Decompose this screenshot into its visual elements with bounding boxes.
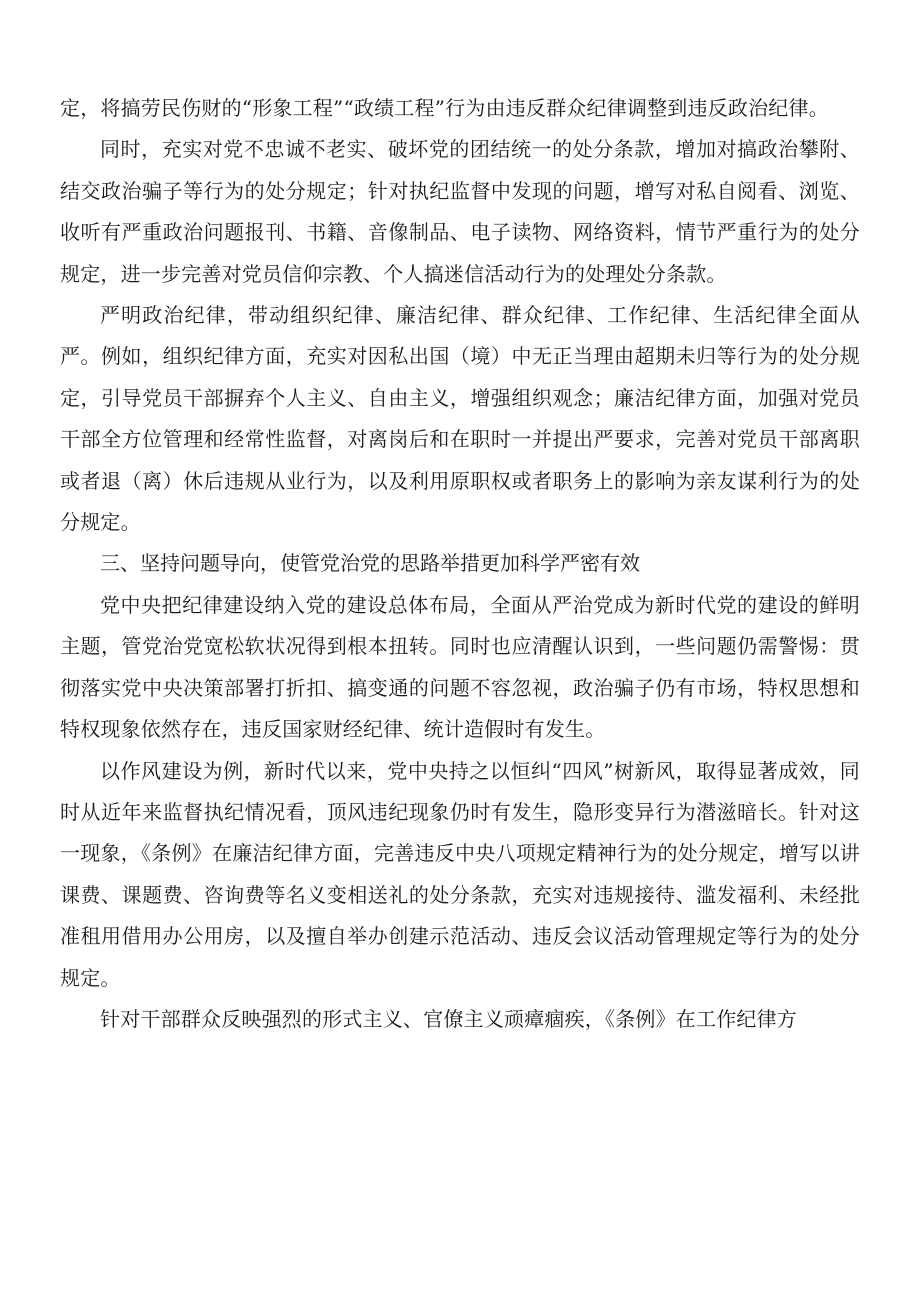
document-page: [60, 88, 860, 1040]
paragraph-2: 同时，充实对党不忠诚不老实、破坏党的团结统一的处分条款，增加对搞政治攀附、结交政治骗子等行为的处分规定；针对执纪监督中发现的问题，增写对私自阅看、浏览、收听有严重政治问题报刊、书籍、音像制品、电子读物、网络资料，情节严重行为的处分规定，进一步完善对党员信仰宗教、个人搞迷信活动行为的处理处分条款。: [60, 137, 860, 286]
paragraph-3: 严明政治纪律，带动组织纪律、廉洁纪律、群众纪律、工作纪律、生活纪律全面从严。例如，组织纪律方面，充实对因私出国（境）中无正当理由超期未归等行为的处分规定，引导党员干部摒弃个人主义、自由主义，增强组织观念；廉洁纪律方面，加强对党员干部全方位管理和经常性监督，对离岗后和在职时一并提出严要求，完善对党员干部离职或者退（离）休后违规从业行为，以及利用原职权或者职务上的影响为亲友谋利行为的处分规定。: [60, 303, 860, 535]
paragraph-1: 定，将搞劳民伤财的“形象工程”“政绩工程”行为由违反群众纪律调整到违反政治纪律。: [60, 96, 829, 120]
paragraph-6: 针对干部群众反映强烈的形式主义、官僚主义顽瘴痼疾，《条例》在工作纪律方: [100, 1006, 797, 1031]
section-heading-3: 三、坚持问题导向，使管党治党的思路举措更加科学严密有效: [100, 551, 640, 576]
paragraph-5: 以作风建设为例，新时代以来，党中央持之以恒纠“四风”树新风，取得显著成效，同时从近年来监督执纪情况看，顶风违纪现象仍时有发生，隐形变异行为潜滋暗长。针对这一现象，《条例》在廉洁纪律方面，完善违反中央八项规定精神行为的处分规定，增写以讲课费、课题费、咨询费等名义变相送礼的处分条款，充实对违规接待、滥发福利、未经批准租用借用办公用房，以及擅自举办创建示范活动、违反会议活动管理规定等行为的处分规定。: [60, 758, 860, 990]
paragraph-4: 党中央把纪律建设纳入党的建设总体布局，全面从严治党成为新时代党的建设的鲜明主题，管党治党宽松软状况得到根本扭转。同时也应清醒认识到，一些问题仍需警惕：贯彻落实党中央决策部署打折扣、搞变通的问题不容忽视，政治骗子仍有市场，特权思想和特权现象依然存在，违反国家财经纪律、统计造假时有发生。: [60, 592, 860, 742]
